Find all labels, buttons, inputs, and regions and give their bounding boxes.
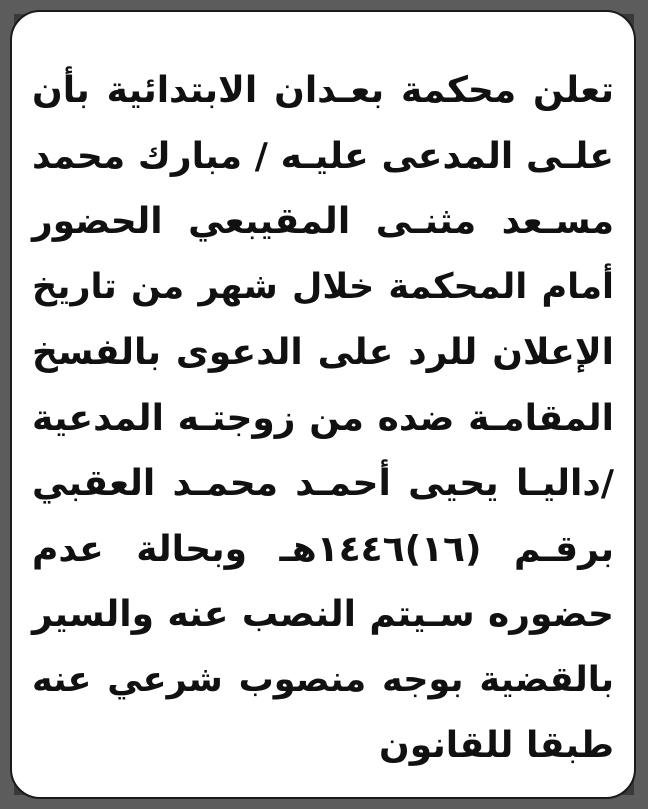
notice-line: أمام المحكمة خلال شهر من تاريخ xyxy=(32,266,614,307)
notice-line: علـى المدعى عليـه / مبارك محمد xyxy=(32,135,614,177)
notice-line: حضوره سـيتم النصب عنه والسير xyxy=(32,594,614,635)
notice-line: مسـعد مثنـى المقيبعي الحضور xyxy=(32,201,614,242)
notice-line: برقـم (١٦)١٤٤٦هـ وبحالة عدم xyxy=(32,528,614,570)
notice-body xyxy=(32,58,614,779)
notice-line-final: طبقا للقانون xyxy=(378,725,614,766)
notice-line: بالقضية بوجه منصوب شرعي عنه xyxy=(32,659,614,700)
notice-line: تعلن محكمة بعـدان الابتدائية بأن xyxy=(32,70,614,111)
notice-line: /داليـا يحيى أحمـد محمـد العقبي xyxy=(32,463,614,504)
notice-line: المقامـة ضده من زوجتـه المدعية xyxy=(32,397,614,439)
notice-line: الإعلان للرد على الدعوى بالفسخ xyxy=(32,332,614,373)
